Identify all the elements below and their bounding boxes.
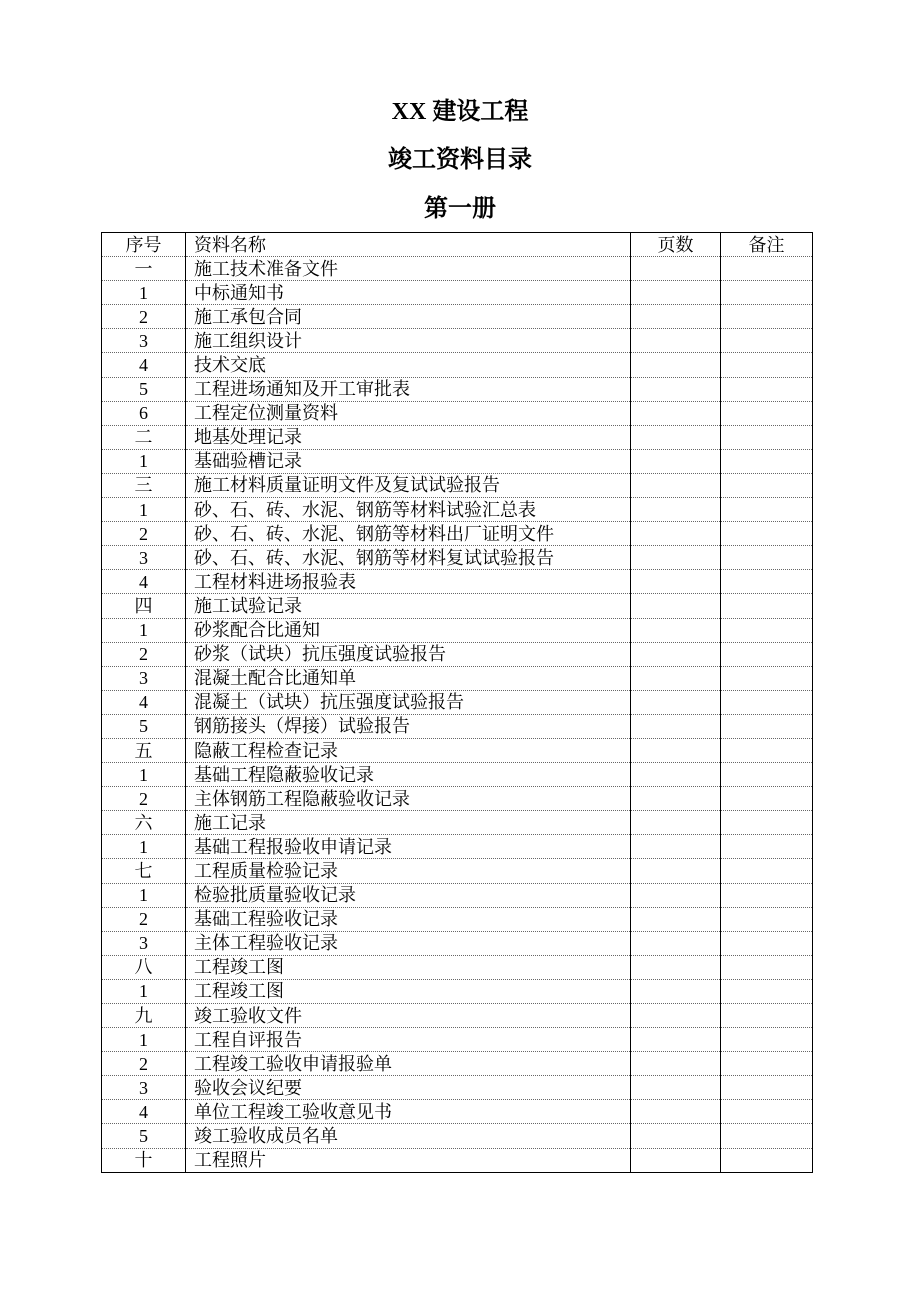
row-remarks [721,305,813,329]
row-pages [631,738,721,762]
row-pages [631,522,721,546]
row-pages [631,907,721,931]
row-remarks [721,257,813,281]
row-pages [631,329,721,353]
row-pages [631,1100,721,1124]
row-title: 基础工程报验收申请记录 [186,835,631,859]
header-remarks: 备注 [721,233,813,257]
row-remarks [721,1124,813,1148]
row-title: 施工承包合同 [186,305,631,329]
table-row [102,329,813,353]
row-title: 工程照片 [186,1148,631,1172]
row-remarks [721,955,813,979]
table-row [102,690,813,714]
table-row [102,1124,813,1148]
row-pages [631,787,721,811]
row-pages [631,377,721,401]
row-pages [631,835,721,859]
row-title: 施工记录 [186,811,631,835]
row-number: 3 [102,1076,186,1100]
row-remarks [721,329,813,353]
row-pages [631,666,721,690]
table-row [102,859,813,883]
row-number: 3 [102,329,186,353]
row-number: 六 [102,811,186,835]
row-number: 五 [102,738,186,762]
header-number: 序号 [102,233,186,257]
table-row [102,714,813,738]
row-title: 检验批质量验收记录 [186,883,631,907]
row-pages [631,281,721,305]
row-pages [631,401,721,425]
row-pages [631,1076,721,1100]
row-number: 5 [102,377,186,401]
row-remarks [721,1100,813,1124]
row-title: 混凝土配合比通知单 [186,666,631,690]
row-number: 5 [102,1124,186,1148]
row-number: 4 [102,690,186,714]
row-title: 主体工程验收记录 [186,931,631,955]
table-row [102,257,813,281]
row-title: 砂浆配合比通知 [186,618,631,642]
row-pages [631,642,721,666]
row-pages [631,714,721,738]
row-number: 八 [102,955,186,979]
table-row [102,955,813,979]
row-remarks [721,449,813,473]
row-pages [631,1124,721,1148]
table-row [102,1148,813,1172]
row-pages [631,473,721,497]
table-row [102,546,813,570]
row-number: 1 [102,498,186,522]
row-remarks [721,377,813,401]
row-remarks [721,835,813,859]
row-remarks [721,1028,813,1052]
row-remarks [721,690,813,714]
row-title: 砂、石、砖、水泥、钢筋等材料复试试验报告 [186,546,631,570]
row-pages [631,979,721,1003]
table-body [102,257,813,1173]
row-pages [631,618,721,642]
table-row [102,1028,813,1052]
row-number: 二 [102,425,186,449]
table-row [102,618,813,642]
row-pages [631,546,721,570]
table-row [102,473,813,497]
table-row [102,835,813,859]
table-row [102,594,813,618]
row-remarks [721,979,813,1003]
row-title: 钢筋接头（焊接）试验报告 [186,714,631,738]
table-row [102,401,813,425]
table-row [102,931,813,955]
row-title: 工程质量检验记录 [186,859,631,883]
row-title: 基础工程验收记录 [186,907,631,931]
row-pages [631,1052,721,1076]
table-row [102,377,813,401]
row-pages [631,257,721,281]
row-title: 中标通知书 [186,281,631,305]
table-row [102,738,813,762]
row-title: 施工材料质量证明文件及复试试验报告 [186,473,631,497]
row-number: 七 [102,859,186,883]
table-row [102,763,813,787]
row-pages [631,1028,721,1052]
table-row [102,353,813,377]
row-number: 四 [102,594,186,618]
table-row [102,811,813,835]
row-remarks [721,907,813,931]
toc-table [101,232,813,1173]
row-remarks [721,1004,813,1028]
header-pages: 页数 [631,233,721,257]
table-row [102,979,813,1003]
row-number: 3 [102,546,186,570]
row-remarks [721,738,813,762]
row-pages [631,570,721,594]
row-title: 地基处理记录 [186,425,631,449]
row-remarks [721,666,813,690]
row-title: 砂、石、砖、水泥、钢筋等材料试验汇总表 [186,498,631,522]
row-remarks [721,714,813,738]
row-remarks [721,594,813,618]
row-number: 2 [102,305,186,329]
row-title: 施工组织设计 [186,329,631,353]
row-title: 工程定位测量资料 [186,401,631,425]
row-remarks [721,618,813,642]
row-pages [631,955,721,979]
row-remarks [721,498,813,522]
table-row [102,1004,813,1028]
row-pages [631,425,721,449]
row-number: 3 [102,931,186,955]
row-number: 1 [102,281,186,305]
row-number: 1 [102,1028,186,1052]
row-title: 砂、石、砖、水泥、钢筋等材料出厂证明文件 [186,522,631,546]
table-row [102,1076,813,1100]
row-number: 4 [102,353,186,377]
row-number: 5 [102,714,186,738]
row-remarks [721,859,813,883]
row-pages [631,811,721,835]
row-pages [631,763,721,787]
row-pages [631,594,721,618]
row-remarks [721,401,813,425]
table-row [102,883,813,907]
row-number: 1 [102,979,186,1003]
row-title: 施工试验记录 [186,594,631,618]
row-number: 2 [102,1052,186,1076]
row-title: 工程竣工验收申请报验单 [186,1052,631,1076]
row-remarks [721,425,813,449]
table-row [102,522,813,546]
row-number: 3 [102,666,186,690]
row-number: 2 [102,642,186,666]
row-number: 2 [102,787,186,811]
row-remarks [721,546,813,570]
volume-label: 第一册 [424,196,496,222]
row-title: 竣工验收文件 [186,1004,631,1028]
table-row [102,281,813,305]
header-name: 资料名称 [186,233,631,257]
table-row [102,642,813,666]
row-title: 竣工验收成员名单 [186,1124,631,1148]
row-pages [631,449,721,473]
row-number: 1 [102,835,186,859]
row-pages [631,859,721,883]
row-pages [631,353,721,377]
row-number: 一 [102,257,186,281]
row-remarks [721,883,813,907]
row-title: 工程材料进场报验表 [186,570,631,594]
row-title: 砂浆（试块）抗压强度试验报告 [186,642,631,666]
table-row [102,907,813,931]
table-row [102,1100,813,1124]
row-remarks [721,281,813,305]
row-remarks [721,1052,813,1076]
row-pages [631,883,721,907]
row-remarks [721,570,813,594]
row-number: 1 [102,449,186,473]
row-pages [631,305,721,329]
row-pages [631,498,721,522]
row-title: 工程竣工图 [186,955,631,979]
row-number: 6 [102,401,186,425]
row-number: 九 [102,1004,186,1028]
row-title: 主体钢筋工程隐蔽验收记录 [186,787,631,811]
row-remarks [721,787,813,811]
row-remarks [721,1148,813,1172]
row-title: 工程自评报告 [186,1028,631,1052]
row-title: 工程竣工图 [186,979,631,1003]
row-title: 技术交底 [186,353,631,377]
table-row [102,425,813,449]
row-remarks [721,931,813,955]
row-title: 隐蔽工程检查记录 [186,738,631,762]
row-number: 十 [102,1148,186,1172]
row-title: 单位工程竣工验收意见书 [186,1100,631,1124]
row-number: 三 [102,473,186,497]
row-remarks [721,763,813,787]
table-row [102,1052,813,1076]
document-title: XX 建设工程 [391,99,529,125]
table-row [102,666,813,690]
row-remarks [721,473,813,497]
row-remarks [721,1076,813,1100]
row-remarks [721,522,813,546]
document-subtitle: 竣工资料目录 [388,147,532,173]
row-number: 1 [102,883,186,907]
table-row [102,498,813,522]
row-pages [631,690,721,714]
row-remarks [721,811,813,835]
row-number: 1 [102,618,186,642]
row-pages [631,1004,721,1028]
row-number: 2 [102,522,186,546]
row-title: 工程进场通知及开工审批表 [186,377,631,401]
row-number: 2 [102,907,186,931]
table-header-row [102,233,813,257]
row-number: 4 [102,570,186,594]
row-title: 基础工程隐蔽验收记录 [186,763,631,787]
table-row [102,787,813,811]
table-row [102,305,813,329]
row-title: 混凝土（试块）抗压强度试验报告 [186,690,631,714]
row-pages [631,1148,721,1172]
row-remarks [721,642,813,666]
row-pages [631,931,721,955]
row-number: 1 [102,763,186,787]
row-number: 4 [102,1100,186,1124]
table-row [102,449,813,473]
row-title: 基础验槽记录 [186,449,631,473]
row-title: 验收会议纪要 [186,1076,631,1100]
row-remarks [721,353,813,377]
row-title: 施工技术准备文件 [186,257,631,281]
table-row [102,570,813,594]
